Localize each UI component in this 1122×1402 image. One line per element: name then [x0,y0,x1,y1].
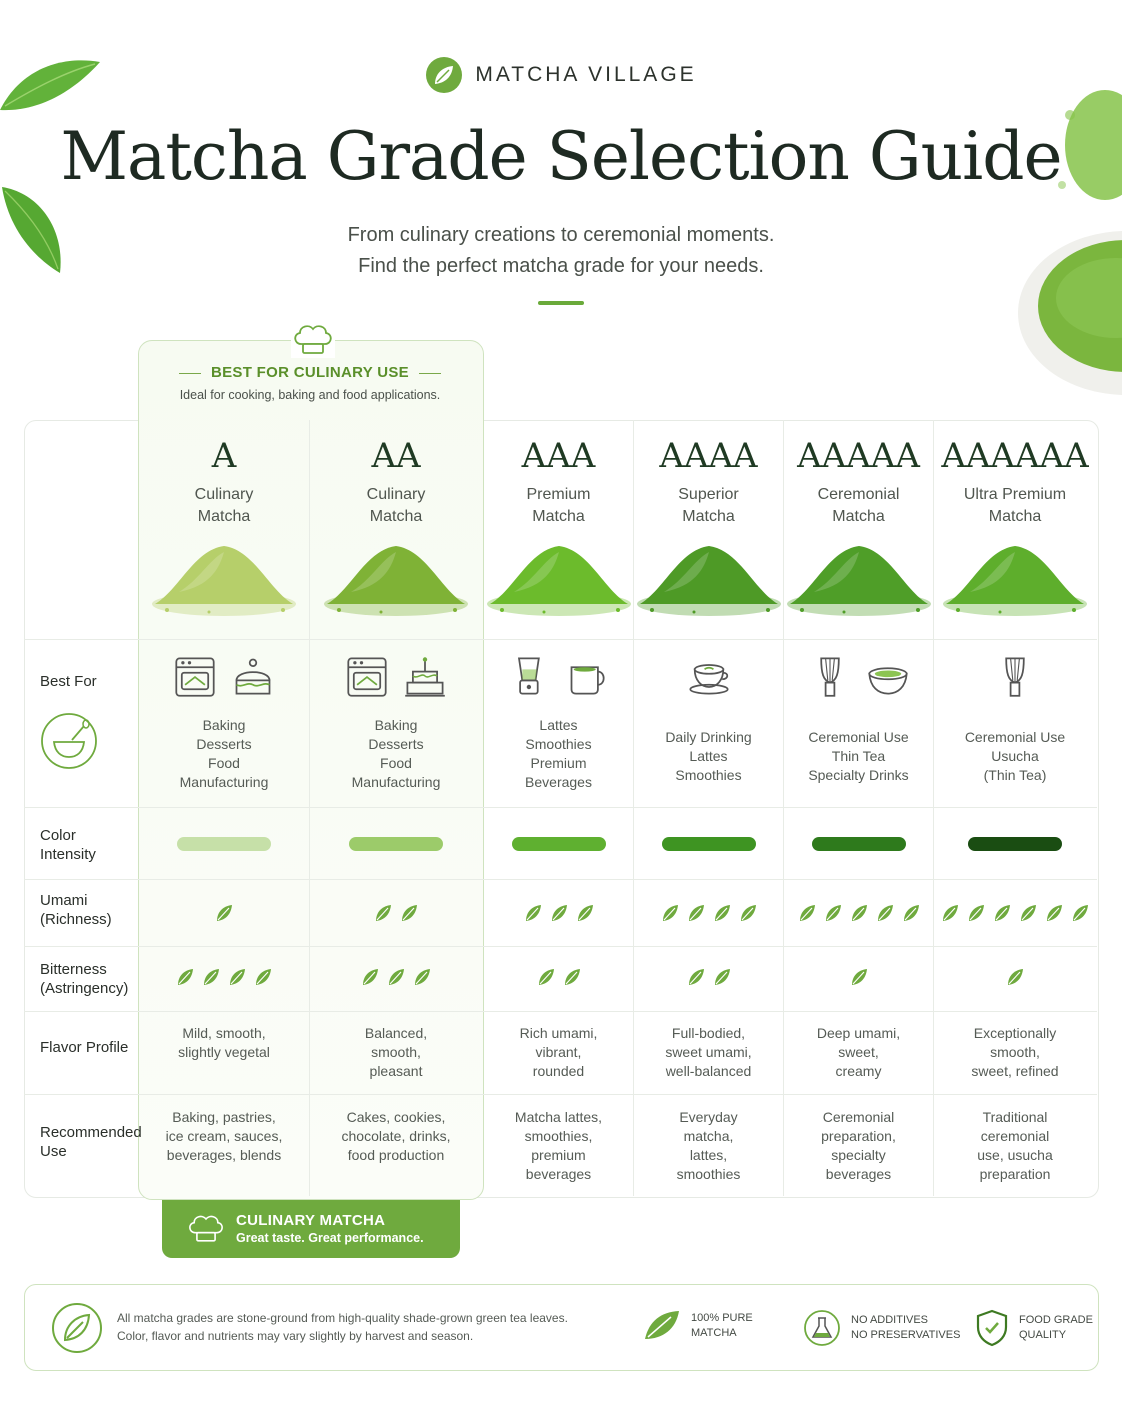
brand-logo-icon [425,56,463,94]
color-intensity-bar [662,837,756,851]
flavor-profile-text: Rich umami, vibrant, rounded [519,1025,598,1079]
blender-icon [508,654,552,698]
title-divider [538,301,584,305]
flavor-profile-text: Balanced, smooth, pleasant [364,1025,428,1079]
best-for-text: Baking Desserts Food Manufacturing [351,717,441,790]
bitterness-rating [934,967,1096,992]
leaf-icon [175,967,195,987]
flask-icon [803,1309,841,1347]
flavor-profile-text: Full-bodied, sweet umami, well-balanced [665,1025,752,1079]
brand-header [0,56,1122,99]
note-text: All matcha grades are stone-ground from high-quality shade-grown green tea leaves. Color, flavor and nutrients may vary slightly by harvest and season. [117,1311,568,1343]
feature-no-additives: NO ADDITIVES NO PRESERVATIVES [803,1309,960,1347]
latte-cup-icon [687,654,731,698]
culinary-matcha-badge [162,1200,460,1258]
badge-subtitle: Great taste. Great performance. [236,1231,424,1245]
row-label-recommended: Recommended Use [40,1124,142,1160]
leaf-icon [1005,967,1025,987]
leaf-icon [1044,903,1064,923]
best-for-text: Baking Desserts Food Manufacturing [179,717,269,790]
grade-header-aaaaa [784,436,933,528]
row-label-best-for: Best For [40,673,97,690]
chef-hat-icon [291,322,335,358]
recommended-use-text: Ceremonial preparation, specialty beverages [821,1109,896,1182]
leaf-icon [253,967,273,987]
row-divider [24,879,1097,880]
leaf-badge-icon [51,1302,103,1354]
row-label-color: Color Intensity [40,827,96,863]
matcha-powder-icon [321,540,471,618]
recommended-use-text: Traditional ceremonial use, usucha preparation [977,1109,1053,1182]
leaf-icon [966,903,986,923]
row-label-umami: Umami (Richness) [40,892,112,928]
leaf-icon [940,903,960,923]
best-for-text: Lattes Smoothies Premium Beverages [525,717,592,790]
bitterness-rating [634,967,783,992]
whisk-bowl-icon [40,712,98,770]
leaf-icon [686,903,706,923]
grade-name: Culinary Matcha [366,486,426,525]
grade-header-aaaaaa [934,436,1096,528]
grade-label: AAAAAA [941,436,1089,476]
leaf-icon [412,967,432,987]
grade-label: AAA [521,436,596,476]
leaf-icon [549,903,569,923]
bitterness-rating [484,967,633,992]
grade-header-aa [310,436,482,528]
best-for-text: Ceremonial Use Usucha (Thin Tea) [964,729,1066,783]
leaf-icon [875,903,895,923]
color-intensity-bar [812,837,906,851]
color-intensity-bar [968,837,1062,851]
leaf-icon [214,903,234,923]
row-divider [24,807,1097,808]
tea-bowl-icon [866,654,910,698]
leaf-icon [643,1309,681,1343]
umami-rating [934,903,1096,928]
best-for-text: Ceremonial Use Thin Tea Specialty Drinks [808,729,909,783]
grade-label: A [211,436,237,476]
best-for-text: Daily Drinking Lattes Smoothies [665,729,752,783]
flavor-profile-text: Deep umami, sweet, creamy [816,1025,901,1079]
umami-rating [139,903,309,928]
oven-icon [173,654,217,698]
page-subtitle: From culinary creations to ceremonial moments. Find the perfect matcha grade for your needs. [347,224,775,277]
leaf-icon [536,967,556,987]
quality-note-panel [24,1284,1099,1371]
row-divider [24,946,1097,947]
grade-name: Superior Matcha [678,486,739,525]
oven-icon [345,654,389,698]
leaf-icon [523,903,543,923]
row-label-bitterness: Bitterness (Astringency) [40,961,129,997]
grade-name: Premium Matcha [526,486,591,525]
bitterness-rating [310,967,482,992]
grade-header-aaaa [634,436,783,528]
leaf-icon [360,967,380,987]
umami-rating [484,903,633,928]
row-label-flavor: Flavor Profile [40,1039,129,1056]
leaf-icon [660,903,680,923]
leaf-icon [1070,903,1090,923]
leaf-icon [901,903,921,923]
umami-rating [634,903,783,928]
leaf-icon [712,967,732,987]
bitterness-rating [139,967,309,992]
recommended-use-text: Baking, pastries, ice cream, sauces, beverages, blends [165,1109,283,1163]
grade-name: Culinary Matcha [194,486,254,525]
leaf-icon [562,967,582,987]
grade-name: Ultra Premium Matcha [963,486,1067,525]
row-divider [24,1011,1097,1012]
badge-title: CULINARY MATCHA [236,1212,386,1229]
recommended-use-text: Everyday matcha, lattes, smoothies [676,1109,741,1182]
leaf-icon [373,903,393,923]
leaf-icon [575,903,595,923]
matcha-powder-icon [784,540,934,618]
color-intensity-bar [177,837,271,851]
color-intensity-bar [349,837,443,851]
recommended-use-text: Matcha lattes, smoothies, premium beverages [514,1109,603,1182]
leaf-icon [849,903,869,923]
umami-rating [784,903,933,928]
matcha-powder-icon [149,540,299,618]
leaf-icon [227,967,247,987]
grade-label: AA [371,436,421,476]
flavor-profile-text: Mild, smooth, slightly vegetal [178,1025,270,1060]
page-title: Matcha Grade Selection Guide [60,118,1062,195]
feature-food-grade: FOOD GRADE QUALITY [975,1309,1093,1347]
leaf-icon [992,903,1012,923]
matcha-powder-icon [634,540,784,618]
row-divider [24,1094,1097,1095]
whisk-icon [993,654,1037,698]
grade-label: AAAA [659,436,758,476]
umami-rating [310,903,482,928]
bitterness-rating [784,967,933,992]
feature-pure-matcha: 100% PURE MATCHA [643,1309,753,1343]
leaf-icon [823,903,843,923]
flavor-profile-text: Exceptionally smooth, sweet, refined [971,1025,1059,1079]
row-divider [24,639,1097,640]
mug-icon [566,654,610,698]
grade-header-a [139,436,309,528]
grade-label: AAAAA [797,436,920,476]
grade-header-aaa [484,436,633,528]
leaf-icon [1018,903,1038,923]
leaf-icon [849,967,869,987]
leaf-icon [399,903,419,923]
cake-icon [231,654,275,698]
tiered-cake-icon [403,654,447,698]
leaf-icon [686,967,706,987]
brand-name: MATCHA VILLAGE [475,63,697,86]
shield-check-icon [975,1309,1009,1347]
matcha-powder-icon [940,540,1090,618]
matcha-powder-icon [484,540,634,618]
recommended-use-text: Cakes, cookies, chocolate, drinks, food production [341,1109,451,1163]
leaf-icon [386,967,406,987]
chef-hat-icon [186,1212,226,1246]
highlight-subtitle: Ideal for cooking, baking and food applications. [179,388,441,402]
whisk-icon [808,654,852,698]
highlight-title: BEST FOR CULINARY USE [138,364,482,381]
leaf-icon [712,903,732,923]
leaf-icon [201,967,221,987]
leaf-icon [738,903,758,923]
leaf-icon [797,903,817,923]
color-intensity-bar [512,837,606,851]
grade-name: Ceremonial Matcha [817,486,900,525]
